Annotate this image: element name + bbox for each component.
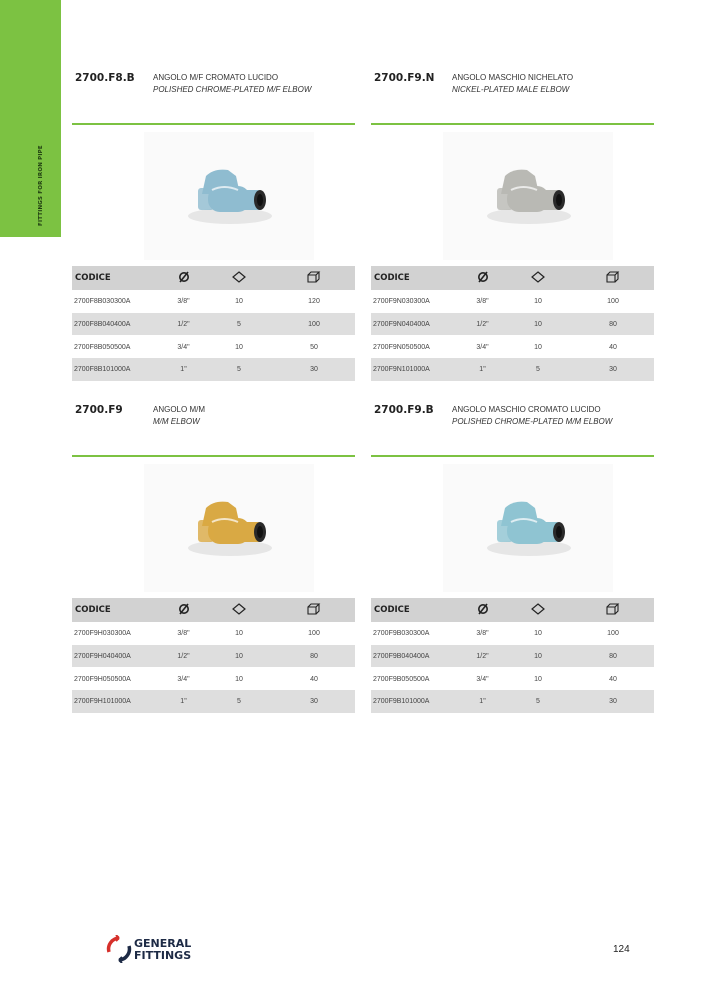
cell-pack: 5	[205, 690, 273, 713]
cell-size: 1/2"	[162, 313, 205, 336]
column-header-box	[572, 266, 654, 290]
cell-size: 3/8"	[177, 298, 190, 306]
spec-table	[72, 598, 355, 713]
cell-box: 30	[572, 690, 654, 713]
diameter-icon	[477, 603, 489, 615]
diamond-pack-icon	[232, 603, 246, 615]
cell-size: 3/8"	[476, 298, 489, 306]
cell-size: 3/8"	[476, 630, 489, 638]
product-description-it: ANGOLO M/M	[153, 405, 206, 414]
product-description-it: ANGOLO M/F CROMATO LUCIDO	[153, 73, 279, 82]
cell-code: 2700F8B050500A	[74, 343, 131, 351]
column-header-pack	[504, 266, 572, 290]
page-number: 124	[613, 944, 630, 955]
column-header-diameter	[461, 266, 504, 290]
box-icon	[606, 271, 620, 283]
cell-box: 80	[273, 645, 355, 668]
product-photo	[144, 132, 314, 260]
table-row	[371, 667, 654, 690]
product-description-en: M/M ELBOW	[153, 417, 200, 426]
cell-box: 100	[273, 313, 355, 336]
column-header-diameter	[162, 266, 205, 290]
cell-size: 1"	[461, 690, 504, 713]
table-header-row	[371, 598, 654, 622]
product-description-en: NICKEL-PLATED MALE ELBOW	[452, 85, 570, 94]
cell-size: 1"	[162, 690, 205, 713]
cell-size: 3/4"	[177, 343, 190, 351]
section-divider	[371, 455, 654, 457]
elbow-fitting-image	[443, 132, 613, 260]
brand-logo	[106, 935, 216, 965]
cell-box: 100	[308, 630, 320, 638]
side-tab-label: FITTINGS FOR IRON PIPE	[38, 145, 44, 226]
cell-box: 30	[572, 358, 654, 381]
diamond-pack-icon	[232, 271, 246, 283]
cell-pack: 10	[534, 630, 542, 638]
column-header-code: CODICE	[371, 598, 461, 622]
table-header-row	[72, 598, 355, 622]
cell-pack: 5	[205, 313, 273, 336]
cell-box: 30	[273, 358, 355, 381]
column-header-code: CODICE	[72, 598, 162, 622]
table-row	[371, 290, 654, 313]
cell-box: 80	[572, 313, 654, 336]
spec-table	[72, 266, 355, 381]
box-icon	[307, 603, 321, 615]
cell-box: 100	[607, 630, 619, 638]
table-row	[72, 290, 355, 313]
cell-code: 2700F9N040400A	[371, 313, 461, 336]
cell-box: 40	[310, 675, 318, 683]
product-photo	[443, 132, 613, 260]
cell-code: 2700F9N101000A	[371, 358, 461, 381]
column-header-pack	[205, 598, 273, 622]
cell-pack: 10	[534, 343, 542, 351]
column-header-code: CODICE	[371, 266, 461, 290]
cell-pack: 10	[235, 675, 243, 683]
elbow-fitting-image	[144, 132, 314, 260]
product-description-it: ANGOLO MASCHIO CROMATO LUCIDO	[452, 405, 601, 414]
column-header-box	[273, 598, 355, 622]
cell-pack: 10	[235, 343, 243, 351]
column-header-pack	[205, 266, 273, 290]
cell-size: 1"	[461, 358, 504, 381]
table-row	[371, 622, 654, 645]
logo-mark-icon	[106, 935, 132, 963]
cell-code: 2700F9N050500A	[373, 343, 430, 351]
cell-pack: 10	[235, 298, 243, 306]
cell-code: 2700F9H040400A	[72, 645, 162, 668]
cell-code: 2700F9N030300A	[373, 298, 430, 306]
table-row	[72, 645, 355, 668]
section-divider	[72, 123, 355, 125]
cell-pack: 10	[534, 675, 542, 683]
cell-size: 3/4"	[177, 675, 190, 683]
elbow-fitting-image	[144, 464, 314, 592]
product-code: 2700.F8.B	[75, 72, 135, 84]
cell-code: 2700F9H030300A	[74, 630, 131, 638]
cell-code: 2700F9B030300A	[373, 630, 430, 638]
cell-size: 3/4"	[476, 675, 489, 683]
cell-box: 40	[609, 675, 617, 683]
cell-code: 2700F9B101000A	[371, 690, 461, 713]
section-divider	[371, 123, 654, 125]
cell-size: 3/8"	[177, 630, 190, 638]
column-header-pack	[504, 598, 572, 622]
product-description-en: POLISHED CHROME-PLATED M/M ELBOW	[452, 417, 613, 426]
product-code: 2700.F9.N	[374, 72, 435, 84]
column-header-box	[572, 598, 654, 622]
product-description-it: ANGOLO MASCHIO NICHELATO	[452, 73, 574, 82]
cell-box: 100	[607, 298, 619, 306]
table-row	[72, 358, 355, 381]
cell-size: 1/2"	[461, 645, 504, 668]
product-description-en: POLISHED CHROME-PLATED M/F ELBOW	[153, 85, 312, 94]
table-row	[371, 358, 654, 381]
side-tab	[0, 0, 61, 237]
product-photo	[144, 464, 314, 592]
table-row	[72, 690, 355, 713]
cell-pack: 10	[504, 645, 572, 668]
cell-pack: 10	[205, 645, 273, 668]
spec-table	[371, 598, 654, 713]
cell-pack: 5	[504, 690, 572, 713]
diameter-icon	[178, 603, 190, 615]
table-header-row	[371, 266, 654, 290]
column-header-code: CODICE	[72, 266, 162, 290]
table-row	[371, 645, 654, 668]
column-header-diameter	[162, 598, 205, 622]
cell-box: 80	[572, 645, 654, 668]
cell-pack: 10	[504, 313, 572, 336]
logo-text-line1: GENERAL	[134, 937, 192, 950]
cell-pack: 5	[205, 358, 273, 381]
cell-size: 1/2"	[162, 645, 205, 668]
cell-pack: 5	[504, 358, 572, 381]
table-row	[371, 690, 654, 713]
table-row	[72, 313, 355, 336]
cell-box: 120	[308, 298, 320, 306]
cell-box: 30	[273, 690, 355, 713]
table-row	[72, 622, 355, 645]
box-icon	[606, 603, 620, 615]
table-row	[72, 667, 355, 690]
diamond-pack-icon	[531, 271, 545, 283]
box-icon	[307, 271, 321, 283]
cell-size: 1/2"	[461, 313, 504, 336]
elbow-fitting-image	[443, 464, 613, 592]
cell-pack: 10	[534, 298, 542, 306]
table-row	[371, 313, 654, 336]
table-header-row	[72, 266, 355, 290]
diameter-icon	[178, 271, 190, 283]
diameter-icon	[477, 271, 489, 283]
cell-pack: 10	[235, 630, 243, 638]
product-code: 2700.F9	[75, 404, 123, 416]
column-header-box	[273, 266, 355, 290]
column-header-diameter	[461, 598, 504, 622]
product-code: 2700.F9.B	[374, 404, 434, 416]
cell-code: 2700F9H101000A	[72, 690, 162, 713]
product-photo	[443, 464, 613, 592]
cell-code: 2700F9B050500A	[373, 675, 430, 683]
table-row	[72, 335, 355, 358]
cell-code: 2700F8B030300A	[74, 298, 131, 306]
spec-table	[371, 266, 654, 381]
cell-code: 2700F8B040400A	[72, 313, 162, 336]
cell-box: 40	[609, 343, 617, 351]
cell-size: 3/4"	[476, 343, 489, 351]
table-row	[371, 335, 654, 358]
cell-code: 2700F8B101000A	[72, 358, 162, 381]
cell-code: 2700F9H050500A	[74, 675, 131, 683]
cell-code: 2700F9B040400A	[371, 645, 461, 668]
diamond-pack-icon	[531, 603, 545, 615]
cell-size: 1"	[162, 358, 205, 381]
logo-text-line2: FITTINGS	[134, 949, 192, 962]
section-divider	[72, 455, 355, 457]
cell-box: 50	[310, 343, 318, 351]
